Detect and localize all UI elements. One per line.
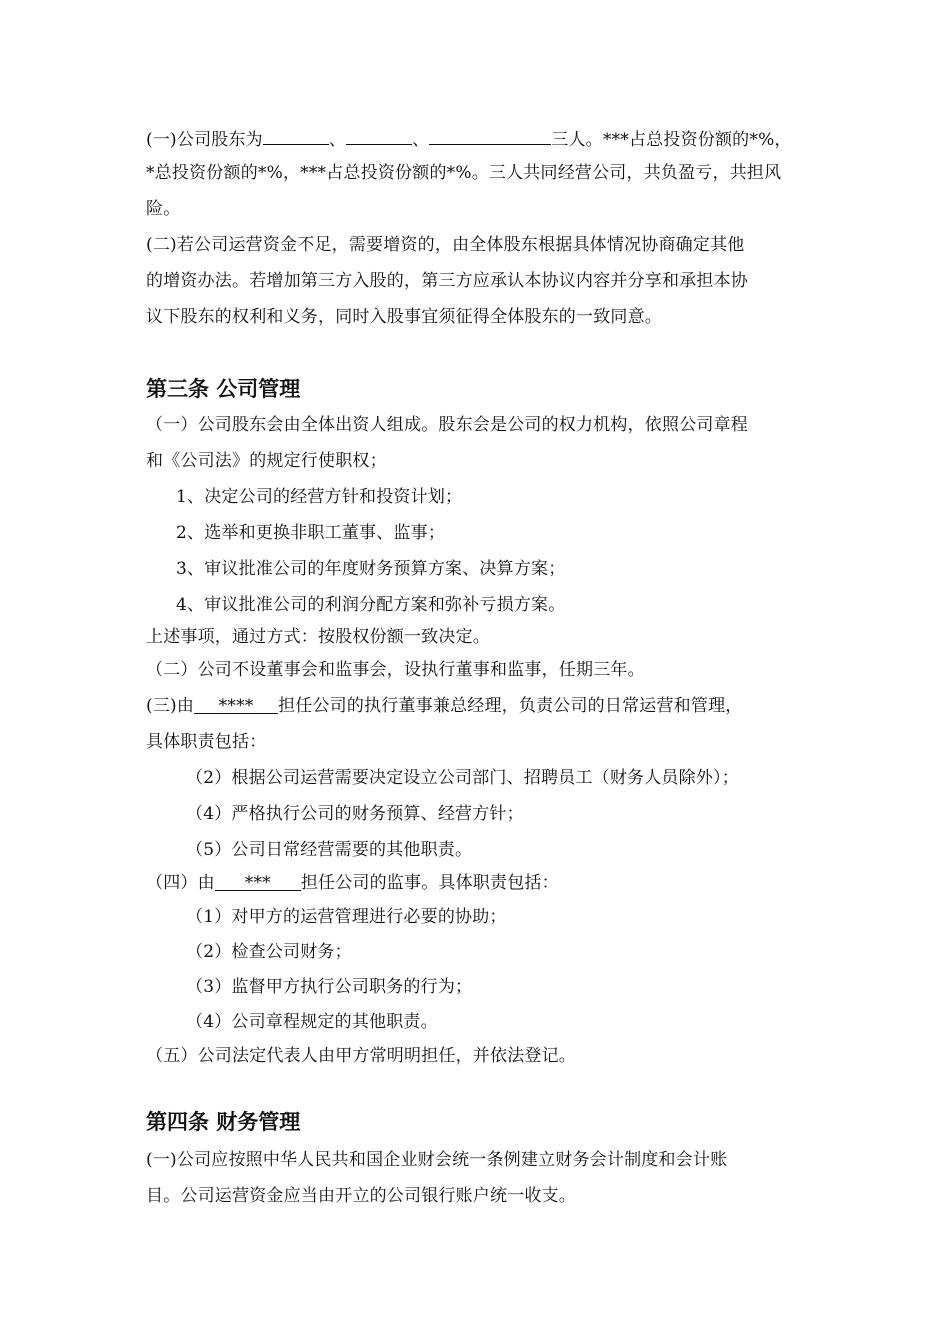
shareholders-meeting-line-2: 和《公司法》的规定行使职权； [146,451,387,471]
supervisor-prefix: （四）由 [146,873,215,893]
supervisor-name: *** [215,871,301,891]
accounting-line-2: 目。公司运营资金应当由开立的公司银行账户统一收支。 [146,1186,576,1206]
exec-director-name: **** [194,694,278,714]
list-item: （4）公司章程规定的其他职责。 [186,1012,438,1032]
shareholders-prefix: (一)公司股东为 [146,130,263,150]
list-item: （5）公司日常经营需要的其他职责。 [186,840,473,860]
supervisor-line [146,871,559,895]
executive-director-line-2: 具体职责包括： [146,732,267,752]
shareholder-blank-2 [346,125,412,145]
shareholders-line-3: 险。 [146,199,181,219]
exec-prefix: (三)由 [146,696,195,716]
capital-increase-line-2: 的增资办法。若增加第三方入股的，第三方应承认本协议内容并分享和承担本协 [146,271,748,291]
shareholders-suffix: 三人。***占总投资份额的*%， [551,130,792,150]
executive-director-line-1 [146,694,742,718]
capital-increase-line-3: 议下股东的权利和义务，同时入股事宜须征得全体股东的一致同意。 [146,307,662,327]
list-item: 2、选举和更换非职工董事、监事； [176,523,446,543]
list-item: （3）监督甲方执行公司职务的行为； [186,977,473,997]
approval-method: 上述事项，通过方式：按股权份额一致决定。 [146,627,490,647]
shareholders-line-2: *总投资份额的*%，***占总投资份额的*%。三人共同经营公司，共负盈亏，共担风 [146,163,782,183]
list-item: 1、决定公司的经营方针和投资计划； [176,487,463,507]
capital-increase-line-1: (二)若公司运营资金不足，需要增资的，由全体股东根据具体情况协商确定其他 [146,235,745,255]
exec-suffix: 担任公司的执行董事兼总经理，负责公司的日常运营和管理， [278,696,743,716]
accounting-line-1: (一)公司应按照中华人民共和国企业财会统一条例建立财务会计制度和会计账 [146,1150,728,1170]
list-item: （4）严格执行公司的财务预算、经营方针； [186,804,524,824]
no-board-clause: （二）公司不设董事会和监事会，设执行董事和监事，任期三年。 [146,660,645,680]
list-item: 4、审议批准公司的利润分配方案和弥补亏损方案。 [176,595,566,615]
shareholders-meeting-line-1: （一）公司股东会由全体出资人组成。股东会是公司的权力机构，依照公司章程 [146,415,748,435]
separator: 、 [328,130,347,150]
shareholders-line-1 [146,125,792,152]
list-item: （1）对甲方的运营管理进行必要的协助； [186,907,507,927]
supervisor-suffix: 担任公司的监事。具体职责包括： [300,873,559,893]
legal-representative: （五）公司法定代表人由甲方常明明担任，并依法登记。 [146,1046,576,1066]
article-4-heading: 第四条 财务管理 [146,1110,301,1134]
list-item: （2）检查公司财务； [186,942,352,962]
shareholder-blank-3 [429,125,551,145]
separator: 、 [412,130,430,150]
shareholder-blank-1 [263,125,329,145]
list-item: （2）根据公司运营需要决定设立公司部门、招聘员工（财务人员除外）； [186,768,739,788]
article-3-heading: 第三条 公司管理 [146,377,301,401]
list-item: 3、审议批准公司的年度财务预算方案、决算方案； [176,559,566,579]
